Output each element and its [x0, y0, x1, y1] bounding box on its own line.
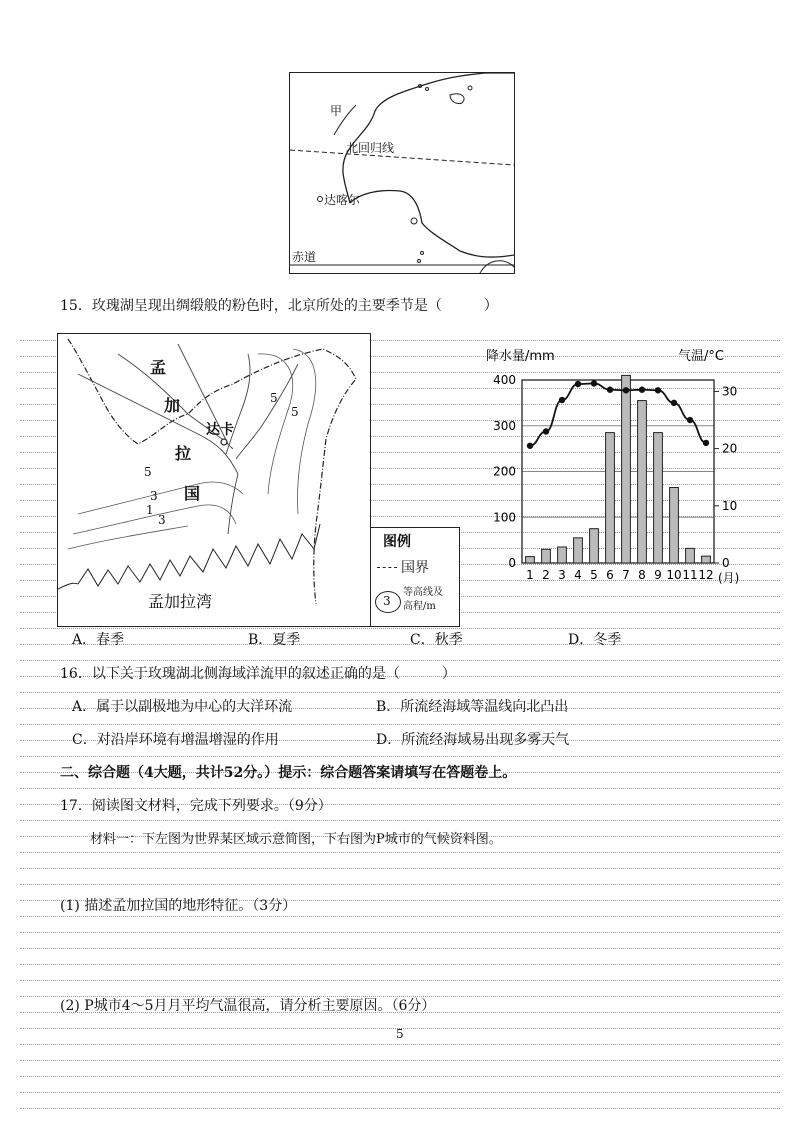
q15-option-d[interactable]: D．冬季: [568, 632, 622, 648]
chart-left-tick-label: 300: [493, 418, 516, 433]
page-number: 5: [396, 1027, 404, 1041]
chart-left-tick-label: 200: [493, 464, 516, 479]
background-dotted-line: [20, 932, 780, 933]
chart-temperature-point: [543, 428, 549, 434]
chart-right-tick-label: 0: [722, 556, 730, 570]
climate-chart-svg: [478, 342, 796, 592]
chart-right-tick-label: 20: [722, 441, 738, 456]
chart-temperature-point: [703, 440, 709, 446]
q17-material-1: 材料一：下左图为世界某区域示意简图，下右图为P城市的气候资料图。: [90, 832, 502, 847]
background-dotted-line: [20, 868, 780, 869]
q17-subquestion-2: (2) P城市4～5月月平均气温很高，请分析主要原因。（6分）: [60, 998, 436, 1014]
chart-x-tick-label: 1: [526, 568, 534, 582]
background-dotted-line: [20, 884, 780, 885]
chart-x-tick-label: 5: [590, 568, 598, 582]
legend-border-label: 国界: [401, 560, 429, 576]
background-dotted-line: [20, 1076, 780, 1077]
chart-left-axis-label: 降水量/mm: [486, 349, 555, 364]
chart-x-tick-label: 12: [698, 568, 714, 582]
chart-bar: [622, 375, 631, 563]
q16-option-a[interactable]: A．属于以副极地为中心的大洋环流: [72, 699, 293, 715]
chart-temperature-line: [530, 383, 706, 445]
chart-bar: [606, 433, 615, 563]
label-equator: 赤道: [292, 250, 317, 264]
background-dotted-line: [20, 1108, 780, 1109]
chart-bar: [558, 547, 567, 563]
background-dotted-line: [20, 1092, 780, 1093]
chart-x-unit: (月): [718, 571, 740, 585]
chart-right-tick-label: 10: [722, 498, 738, 513]
background-dotted-line: [20, 692, 780, 693]
label-meng: 孟: [150, 358, 167, 377]
chart-bar: [638, 401, 647, 563]
bangladesh-map: [57, 333, 371, 627]
contour-label: 5: [144, 465, 152, 479]
chart-temperature-point: [591, 380, 597, 386]
background-dotted-line: [20, 916, 780, 917]
climate-chart: [478, 342, 796, 592]
chart-x-tick-label: 11: [682, 568, 698, 582]
contour-label: 5: [270, 391, 278, 405]
background-dotted-line: [20, 820, 780, 821]
chart-temperature-point: [639, 387, 645, 393]
chart-x-tick-label: 3: [558, 568, 566, 582]
section-2-heading: 二、综合题（4大题，共计52分。）提示：综合题答案请填写在答题卷上。: [60, 765, 517, 781]
chart-bar: [542, 549, 551, 563]
chart-x-tick-label: 4: [574, 568, 582, 582]
chart-temperature-point: [575, 381, 581, 387]
question-17-stem: 17．阅读图文材料，完成下列要求。（9分）: [60, 798, 332, 814]
map-legend: [370, 527, 460, 627]
chart-x-tick-label: 7: [622, 568, 630, 582]
bangladesh-map-drawing: [58, 334, 370, 626]
label-jia: 加: [164, 396, 181, 415]
background-dotted-line: [20, 980, 780, 981]
contour-label: 1: [146, 503, 154, 517]
contour-label: 3: [158, 513, 166, 527]
question-15-stem: 15．玫瑰湖呈现出绸缎般的粉色时，北京所处的主要季节是（ ）: [60, 298, 498, 314]
contour-label: 3: [150, 489, 158, 503]
legend-title: 图例: [383, 534, 411, 550]
chart-bar: [654, 433, 663, 563]
chart-temperature-point: [623, 387, 629, 393]
chart-x-tick-label: 2: [542, 568, 550, 582]
chart-temperature-point: [559, 397, 565, 403]
q15-option-a[interactable]: A．春季: [72, 632, 125, 648]
chart-x-tick-label: 9: [654, 568, 662, 582]
contour-label: 5: [291, 405, 299, 419]
legend-contour-text-2: 高程/m: [403, 601, 436, 612]
label-dakar: 达喀尔: [324, 193, 361, 207]
legend-contour-number: 3: [383, 594, 391, 608]
chart-temperature-point: [671, 400, 677, 406]
chart-bar: [526, 557, 535, 563]
background-dotted-line: [20, 628, 780, 629]
chart-left-tick-label: 0: [508, 556, 516, 570]
chart-right-tick-label: 30: [722, 384, 738, 399]
label-current-jia: 甲: [330, 104, 343, 118]
background-dotted-line: [20, 1044, 780, 1045]
q15-option-b[interactable]: B．夏季: [248, 632, 301, 648]
question-16-stem: 16．以下关于玫瑰湖北侧海域洋流甲的叙述正确的是（ ）: [60, 666, 456, 682]
chart-bar: [574, 538, 583, 563]
label-dhaka: 达卡: [206, 422, 234, 438]
background-dotted-line: [20, 1060, 780, 1061]
background-dotted-line: [20, 964, 780, 965]
chart-bar: [702, 556, 711, 563]
chart-x-tick-label: 10: [666, 568, 682, 582]
label-guo: 国: [184, 484, 201, 503]
chart-right-axis-label: 气温/°C: [678, 349, 724, 364]
chart-left-tick-label: 100: [493, 510, 516, 525]
legend-border-symbol: [377, 567, 397, 568]
chart-temperature-point: [527, 443, 533, 449]
chart-x-tick-label: 6: [606, 568, 614, 582]
chart-bar: [686, 548, 695, 563]
label-tropic-of-cancer: 北回归线: [346, 141, 395, 155]
chart-temperature-point: [687, 417, 693, 423]
west-africa-map: [289, 72, 515, 274]
background-dotted-line: [20, 788, 780, 789]
chart-bar: [590, 529, 599, 563]
q16-option-c[interactable]: C．对沿岸环境有增温增湿的作用: [72, 732, 279, 748]
background-dotted-line: [20, 852, 780, 853]
background-dotted-line: [20, 756, 780, 757]
background-dotted-line: [20, 724, 780, 725]
q15-option-c[interactable]: C．秋季: [410, 632, 463, 648]
legend-contour-text-1: 等高线及: [403, 587, 443, 598]
chart-temperature-point: [655, 387, 661, 393]
chart-bar: [670, 488, 679, 563]
chart-x-tick-label: 8: [638, 568, 646, 582]
q16-option-b[interactable]: B．所流经海域等温线向北凸出: [376, 699, 569, 715]
q16-option-d[interactable]: D．所流经海域易出现多雾天气: [376, 732, 570, 748]
chart-temperature-point: [607, 387, 613, 393]
label-bay-of-bengal: 孟加拉湾: [148, 592, 213, 611]
chart-left-tick-label: 400: [493, 373, 516, 387]
label-la: 拉: [175, 444, 192, 463]
west-africa-map-drawing: [290, 73, 514, 273]
background-dotted-line: [20, 644, 780, 645]
background-dotted-line: [20, 660, 780, 661]
q17-subquestion-1: (1) 描述孟加拉国的地形特征。（3分）: [60, 898, 297, 914]
background-dotted-line: [20, 948, 780, 949]
